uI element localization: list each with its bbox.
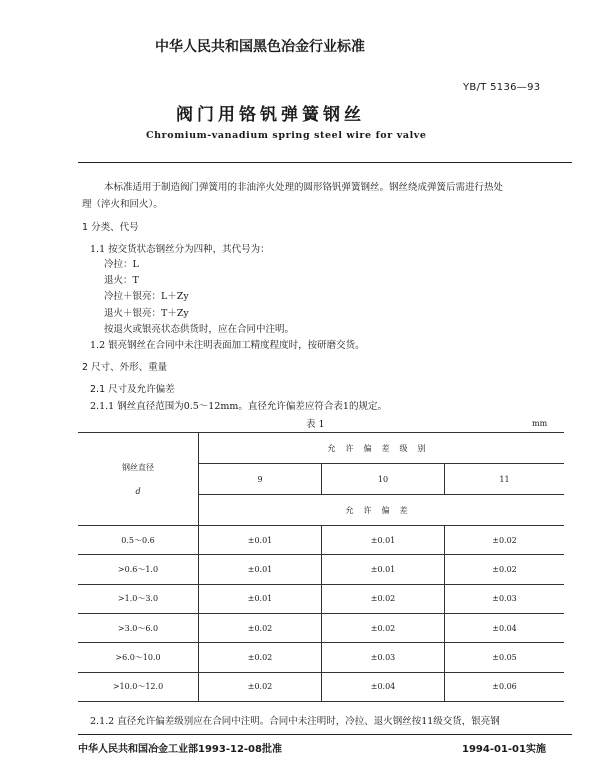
grade-9-cell: ±0.02 xyxy=(199,672,322,701)
diameter-cell: 0.5～0.6 xyxy=(78,526,199,555)
grade-9-cell: ±0.01 xyxy=(199,526,322,555)
section-1-heading: 1 分类、代号 xyxy=(82,222,139,233)
grade-11-cell: ±0.04 xyxy=(445,613,565,642)
diameter-cell: >0.6～1.0 xyxy=(78,555,199,584)
table-caption: 表 1 xyxy=(306,419,325,430)
table-row xyxy=(78,643,564,672)
code-annealed: 退火：T xyxy=(104,275,139,286)
section-2-heading: 2 尺寸、外形、重量 xyxy=(82,362,168,373)
subsection-2-1: 2.1 尺寸及允许偏差 xyxy=(90,384,175,395)
grade-9-header: 9 xyxy=(199,464,322,495)
diameter-cell: >6.0～10.0 xyxy=(78,643,199,672)
diameter-cell: >10.0～12.0 xyxy=(78,672,199,701)
diameter-symbol: d xyxy=(135,487,141,496)
item-1-2: 1.2 银亮钢丝在合同中未注明表面加工精度程度时，按研磨交货。 xyxy=(90,340,365,351)
grade-10-cell: ±0.01 xyxy=(322,555,445,584)
diameter-cell: >1.0～3.0 xyxy=(78,584,199,613)
issuer-title: 中华人民共和国黑色冶金行业标准 xyxy=(155,39,365,55)
delivery-note: 按退火或银亮状态供货时，应在合同中注明。 xyxy=(104,324,295,335)
header-divider xyxy=(78,162,572,163)
grade-9-cell: ±0.02 xyxy=(199,613,322,642)
grade-11-header: 11 xyxy=(445,464,565,495)
document-title-english: Chromium-vanadium spring steel wire for valve xyxy=(146,130,427,141)
grade-11-cell: ±0.03 xyxy=(445,584,565,613)
grade-10-cell: ±0.01 xyxy=(322,526,445,555)
grade-11-cell: ±0.02 xyxy=(445,526,565,555)
item-2-1-2: 2.1.2 直径允许偏差级别应在合同中注明。合同中未注明时，冷拉、退火钢丝按11级交货，银亮钢 xyxy=(90,716,500,727)
intro-line-2: 理（淬火和回火）。 xyxy=(82,199,163,210)
footer-divider xyxy=(78,734,572,735)
item-2-1-1: 2.1.1 钢丝直径范围为0.5～12mm。直径允许偏差应符合表1的规定。 xyxy=(90,401,387,412)
code-cold-drawn: 冷拉：L xyxy=(104,259,139,270)
diameter-label: 钢丝直径 xyxy=(122,463,154,472)
grade-10-cell: ±0.02 xyxy=(322,584,445,613)
standard-code: YB/T 5136—93 xyxy=(463,82,541,93)
table-row xyxy=(78,613,564,642)
grade-group-header: 允许偏差级别 xyxy=(199,433,565,464)
tolerance-sub-header: 允许偏差 xyxy=(199,495,565,526)
grade-10-cell: ±0.02 xyxy=(322,613,445,642)
approval-line: 中华人民共和国冶金工业部1993-12-08批准 xyxy=(78,744,282,755)
item-1-1: 1.1 按交货状态钢丝分为四种，其代号为： xyxy=(90,244,270,255)
diameter-cell: >3.0～6.0 xyxy=(78,613,199,642)
table-row xyxy=(78,584,564,613)
code-annealed-bright: 退火＋银亮：T＋Zy xyxy=(104,308,189,319)
grade-10-header: 10 xyxy=(322,464,445,495)
code-cold-drawn-bright: 冷拉＋银亮：L＋Zy xyxy=(104,291,189,302)
table-row xyxy=(78,555,564,584)
grade-11-cell: ±0.05 xyxy=(445,643,565,672)
intro-line-1: 本标准适用于制造阀门弹簧用的非油淬火处理的圆形铬钒弹簧钢丝。钢丝绕成弹簧后需进行热处 xyxy=(104,182,504,193)
grade-9-cell: ±0.01 xyxy=(199,555,322,584)
implementation-date: 1994-01-01实施 xyxy=(462,744,546,755)
grade-9-cell: ±0.02 xyxy=(199,643,322,672)
table-row xyxy=(78,526,564,555)
table-row xyxy=(78,672,564,701)
grade-9-cell: ±0.01 xyxy=(199,584,322,613)
grade-11-cell: ±0.06 xyxy=(445,672,565,701)
grade-10-cell: ±0.03 xyxy=(322,643,445,672)
grade-10-cell: ±0.04 xyxy=(322,672,445,701)
table-unit: mm xyxy=(532,419,548,428)
grade-11-cell: ±0.02 xyxy=(445,555,565,584)
diameter-header xyxy=(78,433,199,526)
document-title: 阀门用铬钒弹簧钢丝 xyxy=(176,105,365,125)
tolerance-table xyxy=(78,432,564,702)
